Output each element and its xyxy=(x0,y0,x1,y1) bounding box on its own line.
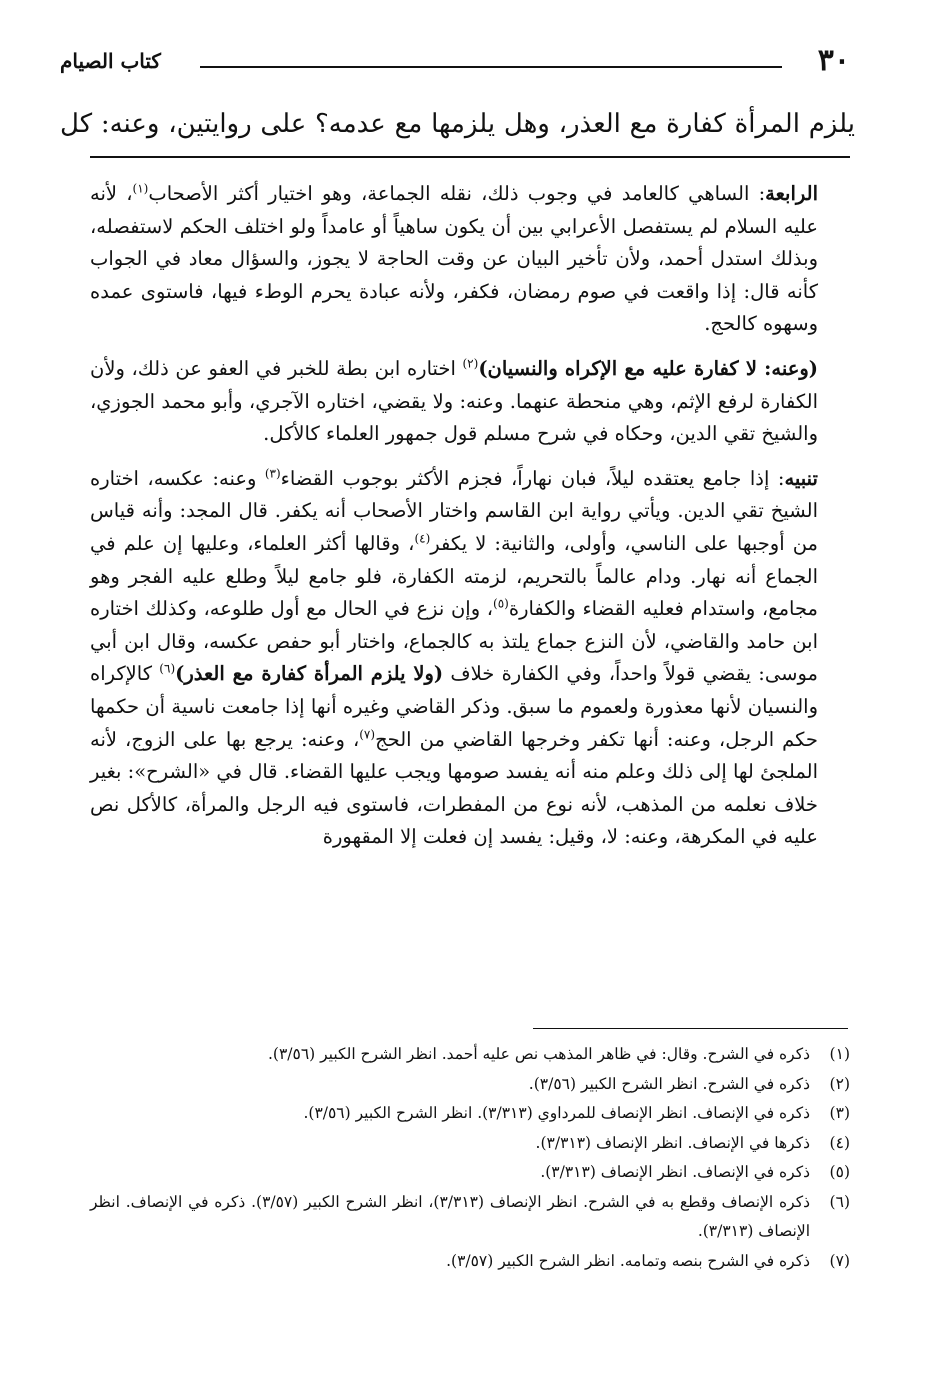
paragraph-text: ، وإن نزع في الحال مع أول طلوعه، وكذلك اختاره ابن حامد والقاضي، لأن النزع جماع يلتذ به كالجماع، واختار أبو حفص عكسه، وقال ابن أبي موسى: يقضي قولاً واحداً، وفي الكفارة خلاف xyxy=(90,597,818,686)
footnote xyxy=(90,1158,850,1188)
footnote-text: ذكره في الشرح. وقال: في ظاهر المذهب نص عليه أحمد. انظر الشرح الكبير (٣/٥٦). xyxy=(267,1045,810,1063)
running-text-rule xyxy=(90,156,850,158)
main-text xyxy=(90,178,818,866)
page-number: ٣٠ xyxy=(817,43,850,78)
paragraph-text: ، لأنه عليه السلام لم يستفصل الأعرابي بين أن يكون ساهياً أو عامداً ولو اختلف الحكم لاستفصله، وبذلك استدل أحمد، ولأن تأخير البيان عن وقت الحاجة لا يجوز، والسؤال معاد في الجواب كأنه قال: إذا واقعت في صوم رمضان، فكفر، ولأنه عبادة يحرم الوطء فيها، فاستوى عمده وسهوه كالحج. xyxy=(90,182,818,336)
footnote-number: (٧) xyxy=(829,1251,850,1270)
matn-quote: (ولا يلزم المرأة كفارة مع العذر) xyxy=(175,662,444,686)
footnote xyxy=(90,1099,850,1129)
book-title: كتاب الصيام xyxy=(60,49,161,73)
footnote-text: ذكرها في الإنصاف. انظر الإنصاف (٣/٣١٣). xyxy=(535,1133,810,1152)
header-rule xyxy=(200,66,782,68)
footnote xyxy=(90,1188,850,1247)
footnote-text: ذكره في الشرح بنصه وتمامه. انظر الشرح الكبير (٣/٥٧). xyxy=(446,1251,810,1270)
footnote xyxy=(90,1070,850,1100)
paragraph-text: ، وقالها أكثر العلماء، وعليها إن علم في الجماع أنه نهار. ودام عالماً بالتحريم، لزمته الكفارة، فلو جامع ليلاً وطلع عليه الفجر وهو مجامع، واستدام فعليه القضاء والكفارة xyxy=(90,531,818,621)
footnote-ref: (٦) xyxy=(159,661,176,676)
footnote-ref: (٤) xyxy=(414,531,431,546)
running-text: يلزم المرأة كفارة مع العذر، وهل يلزمها مع عدمه؟ على روايتين، وعنه: كل xyxy=(60,109,855,139)
footnote-ref: (٢) xyxy=(462,356,479,371)
footnote xyxy=(90,1247,850,1277)
footnote-text: ذكره الإنصاف وقطع به في الشرح. انظر الإنصاف (٣/٣١٣)، انظر الشرح الكبير (٣/٥٧). ذكره في الإنصاف. انظر الإنصاف (٣/٣١٣). xyxy=(90,1192,810,1240)
paragraph-text: وعنه: عكسه، اختاره الشيخ تقي الدين. ويأتي رواية ابن القاسم واختار الأصحاب أنه يكفر. قال المجد: وأنه قياس من أوجبها على الناسي، وأولى، والثانية: لا يكفر xyxy=(90,466,818,555)
paragraph-text: : الساهي كالعامد في وجوب ذلك، نقله الجماعة، وهو اختيار أكثر الأصحاب xyxy=(148,182,766,205)
footnote-number: (١) xyxy=(829,1045,850,1063)
footnote-number: (٥) xyxy=(829,1163,850,1181)
footnote-number: (٦) xyxy=(829,1192,850,1211)
paragraph-lead: (وعنه: لا كفارة عليه مع الإكراه والنسيان) xyxy=(478,356,818,380)
footnote-ref: (١) xyxy=(132,181,149,196)
footnote-text: ذكره في الشرح. انظر الشرح الكبير (٣/٥٦). xyxy=(528,1074,810,1093)
paragraph-text: ، وعنه: يرجع بها على الزوج، لأنه الملجئ لها إلى ذلك وعلم منه أنه يفسد صومها ويجب عليها القضاء. قال في «الشرح»: بغير خلاف نعلمه من المذهب، لأنه نوع من المفطرات، فاستوى فيه الرجل والمرأة، كالأكل نص عليه في المكرهة، وعنه: لا، وقيل: يفسد إن فعلت إلا المقهورة xyxy=(90,727,818,849)
paragraph-lead: تنبيه xyxy=(784,466,818,490)
footnote-number: (٣) xyxy=(829,1104,850,1122)
footnote-number: (٤) xyxy=(829,1133,850,1152)
footnote-number: (٢) xyxy=(829,1074,850,1093)
footnote xyxy=(90,1129,850,1159)
paragraph-text: اختاره ابن بطة للخبر في العفو عن ذلك، ولأن الكفارة لرفع الإثم، وهي منحطة عنهما. وعنه: ولا يقضي، اختاره الآجري، وأبو محمد الجوزي، والشيخ تقي الدين، وحكاه في شرح مسلم قول جمهور العلماء كالأكل. xyxy=(90,356,818,446)
footnote-ref: (٣) xyxy=(264,466,281,481)
footnote-ref: (٥) xyxy=(493,596,509,611)
paragraph-lead: الرابعة xyxy=(765,182,818,205)
footnote-text: ذكره في الإنصاف. انظر الإنصاف (٣/٣١٣). xyxy=(540,1163,810,1181)
footnotes xyxy=(90,1040,850,1276)
paragraph-text: : إذا جامع يعتقده ليلاً، فبان نهاراً، فجزم الأكثر بوجوب القضاء xyxy=(280,466,785,490)
footnote-rule xyxy=(533,1028,848,1029)
footnote-text: ذكره في الإنصاف. انظر الإنصاف للمرداوي (٣/٣١٣). انظر الشرح الكبير (٣/٥٦). xyxy=(303,1104,810,1122)
paragraph-text: كالإكراه والنسيان لأنها معذورة ولعموم ما سبق. وذكر القاضي وغيره أنها إذا جامعت ناسية أن حكمها حكم الرجل، وعنه: أنها تكفر وخرجها القاضي من الحج xyxy=(90,662,818,751)
paragraph-wa-anhu xyxy=(90,353,818,451)
footnote-ref: (٧) xyxy=(359,727,376,741)
paragraph-rabia xyxy=(90,178,818,341)
page-header xyxy=(60,44,850,78)
footnote xyxy=(90,1040,850,1070)
paragraph-tanbih xyxy=(90,463,818,854)
